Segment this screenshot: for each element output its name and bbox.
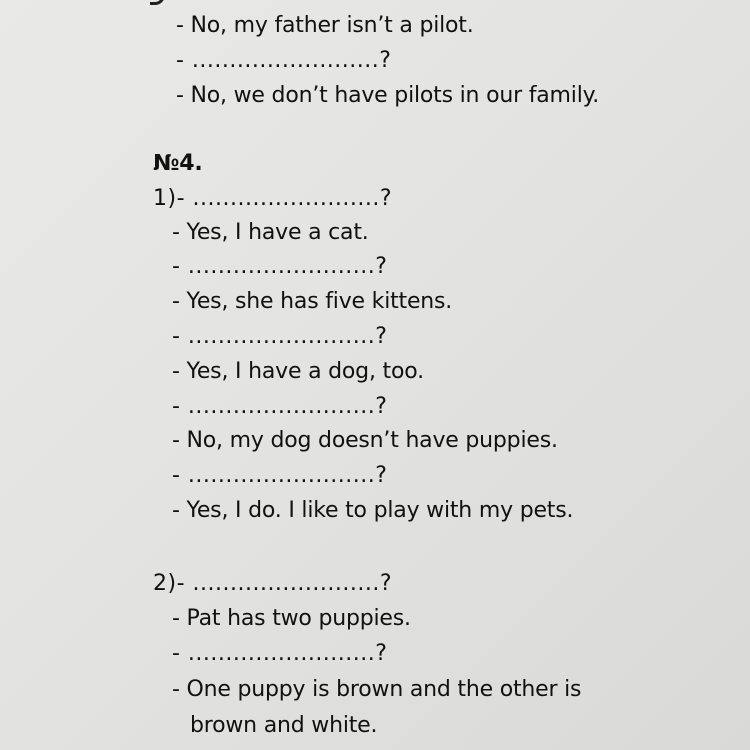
previous-answer-2: - No, we don’t have pilots in our family. bbox=[176, 83, 600, 108]
part2-answer-1: - Pat has two puppies. bbox=[172, 606, 411, 631]
part1-question-4-blank: - .........................? bbox=[172, 394, 388, 419]
part1-question-3-blank: - .........................? bbox=[172, 324, 388, 349]
part1-answer-3: - Yes, I have a dog, too. bbox=[172, 359, 424, 384]
part1-question-2-blank: - .........................? bbox=[172, 254, 388, 279]
previous-question-blank: - .........................? bbox=[176, 48, 392, 73]
cut-off-glyph bbox=[150, 0, 165, 5]
part2-question-2-blank: - .........................? bbox=[172, 641, 388, 666]
part1-answer-2: - Yes, she has five kittens. bbox=[172, 289, 453, 314]
part2-answer-2-line-1: - One puppy is brown and the other is bbox=[172, 677, 582, 702]
part2-answer-2-line-2: brown and white. bbox=[190, 713, 378, 738]
part1-answer-5: - Yes, I do. I like to play with my pets. bbox=[172, 498, 574, 523]
previous-answer-1: - No, my father isn’t a pilot. bbox=[176, 13, 474, 38]
section-heading: №4. bbox=[153, 151, 203, 176]
part1-question-1-blank: 1)- .........................? bbox=[153, 186, 393, 211]
part1-answer-4: - No, my dog doesn’t have puppies. bbox=[172, 428, 558, 453]
part1-answer-1: - Yes, I have a cat. bbox=[172, 220, 369, 245]
part1-question-5-blank: - .........................? bbox=[172, 463, 388, 488]
part2-question-1-blank: 2)- .........................? bbox=[153, 571, 393, 596]
